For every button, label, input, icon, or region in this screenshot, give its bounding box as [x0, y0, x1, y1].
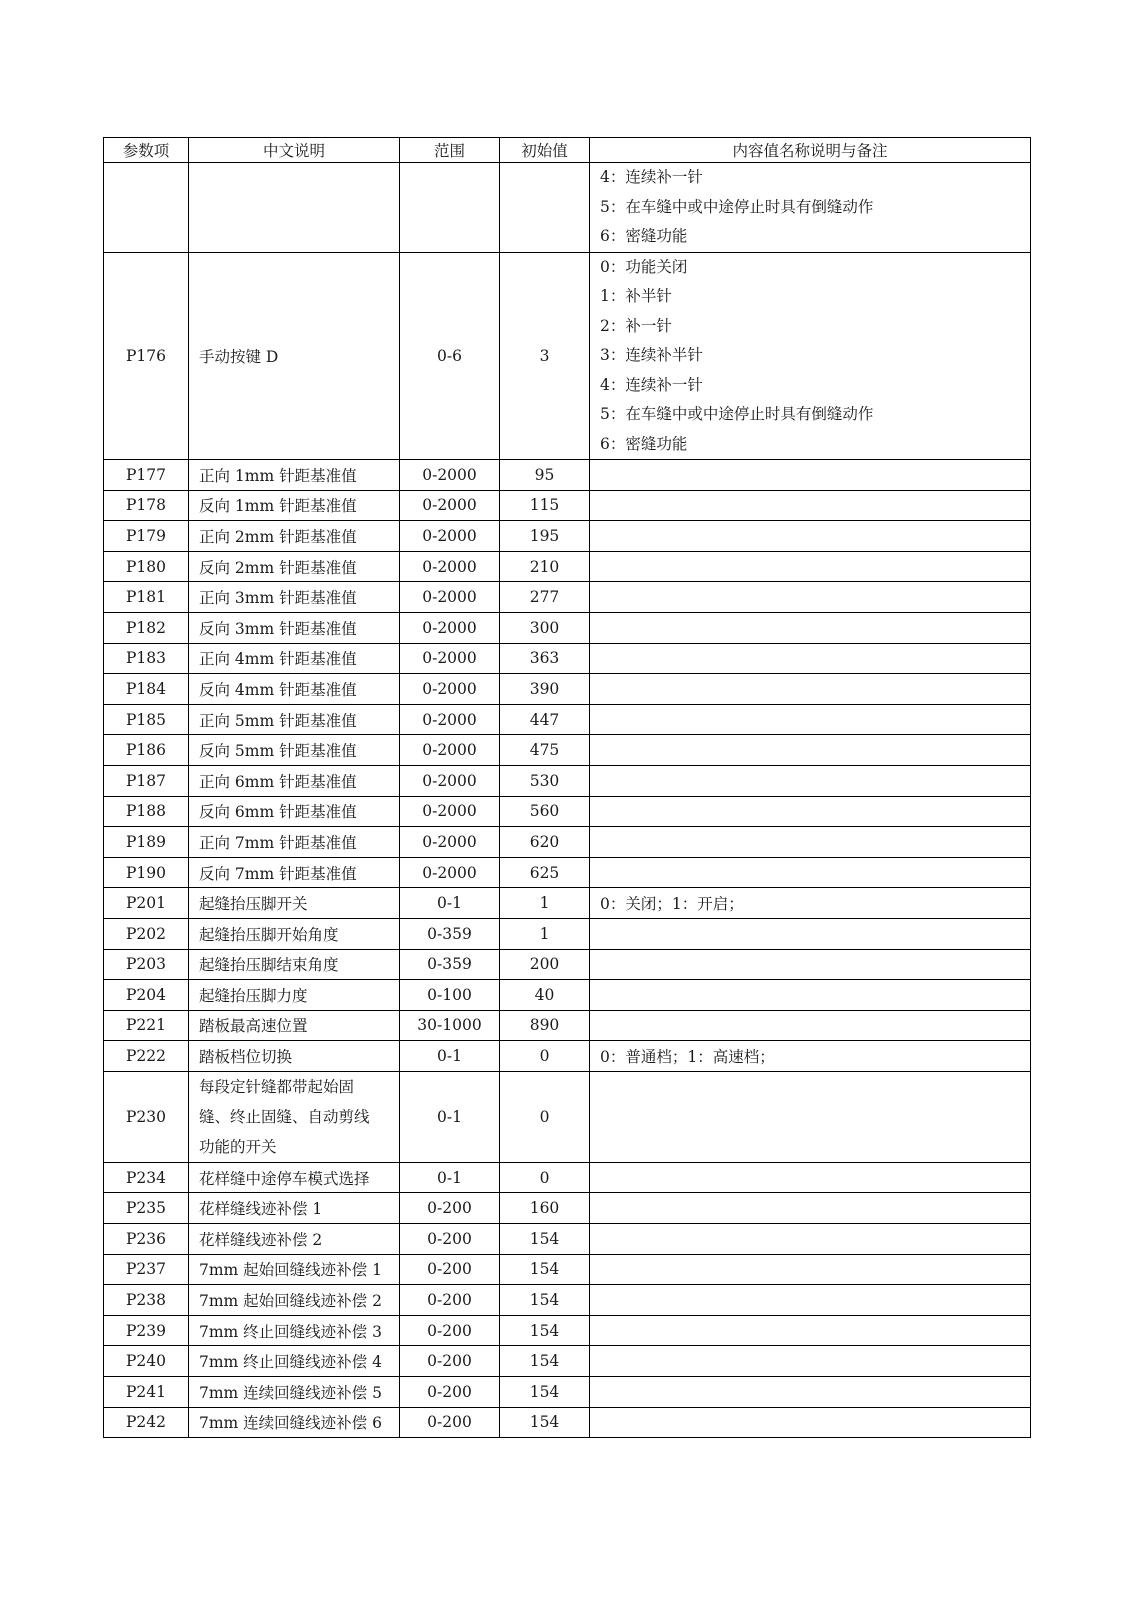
param-cell: P242 — [104, 1407, 189, 1438]
notes-cell — [590, 918, 1031, 949]
range-cell: 0-200 — [400, 1377, 500, 1408]
table-row-p230 — [104, 1071, 1031, 1162]
default-cell: 390 — [500, 674, 590, 705]
desc-cell: 花样缝中途停车模式选择 — [189, 1162, 400, 1193]
range-cell: 0-1 — [400, 1071, 500, 1162]
default-cell: 530 — [500, 765, 590, 796]
range-cell: 0-200 — [400, 1193, 500, 1224]
desc-cell: 反向 6mm 针距基准值 — [189, 796, 400, 827]
table-row — [104, 1285, 1031, 1316]
default-cell — [500, 163, 590, 253]
notes-cell — [590, 521, 1031, 552]
default-cell: 447 — [500, 704, 590, 735]
range-cell: 0-2000 — [400, 582, 500, 613]
param-cell: P186 — [104, 735, 189, 766]
param-cell: P182 — [104, 612, 189, 643]
param-cell: P189 — [104, 827, 189, 858]
table-row — [104, 1407, 1031, 1438]
default-cell: 620 — [500, 827, 590, 858]
param-cell: P203 — [104, 949, 189, 980]
param-cell: P238 — [104, 1285, 189, 1316]
range-cell: 0-2000 — [400, 490, 500, 521]
notes-cell — [590, 1407, 1031, 1438]
range-cell: 0-200 — [400, 1315, 500, 1346]
range-cell: 0-359 — [400, 918, 500, 949]
table-row — [104, 980, 1031, 1011]
default-cell: 277 — [500, 582, 590, 613]
desc-cell: 反向 2mm 针距基准值 — [189, 551, 400, 582]
default-cell: 154 — [500, 1346, 590, 1377]
range-cell: 30-1000 — [400, 1010, 500, 1041]
note-line: 0：功能关闭 — [600, 257, 688, 276]
range-cell: 0-2000 — [400, 460, 500, 491]
range-cell: 0-200 — [400, 1224, 500, 1255]
notes-cell — [590, 1162, 1031, 1193]
note-line: 5：在车缝中或中途停止时具有倒缝动作 — [600, 405, 874, 423]
table-row — [104, 1041, 1031, 1072]
param-cell: P177 — [104, 460, 189, 491]
default-cell: 95 — [500, 460, 590, 491]
range-cell: 0-2000 — [400, 857, 500, 888]
notes-cell — [590, 490, 1031, 521]
table-row — [104, 643, 1031, 674]
range-cell: 0-2000 — [400, 674, 500, 705]
param-cell: P241 — [104, 1377, 189, 1408]
default-cell: 154 — [500, 1224, 590, 1255]
notes-cell — [590, 551, 1031, 582]
notes-cell — [590, 980, 1031, 1011]
note-line: 6：密缝功能 — [600, 434, 688, 453]
param-cell: P230 — [104, 1071, 189, 1162]
range-cell: 0-200 — [400, 1407, 500, 1438]
param-cell: P178 — [104, 490, 189, 521]
default-cell: 625 — [500, 857, 590, 888]
param-cell: P234 — [104, 1162, 189, 1193]
desc-cell: 正向 4mm 针距基准值 — [189, 643, 400, 674]
table-row — [104, 1315, 1031, 1346]
header-notes: 内容值名称说明与备注 — [590, 138, 1031, 163]
notes-cell — [590, 796, 1031, 827]
default-cell: 160 — [500, 1193, 590, 1224]
desc-cell: 花样缝线迹补偿 2 — [189, 1224, 400, 1255]
param-cell: P190 — [104, 857, 189, 888]
param-cell: P237 — [104, 1254, 189, 1285]
desc-cell: 踏板档位切换 — [189, 1041, 400, 1072]
table-row — [104, 490, 1031, 521]
notes-cell — [590, 949, 1031, 980]
table-row — [104, 857, 1031, 888]
table-row-p176 — [104, 252, 1031, 460]
desc-cell: 起缝抬压脚开关 — [189, 888, 400, 919]
table-row — [104, 1224, 1031, 1255]
notes-cell — [590, 765, 1031, 796]
desc-cell — [189, 1071, 400, 1162]
desc-cell: 花样缝线迹补偿 1 — [189, 1193, 400, 1224]
range-cell: 0-200 — [400, 1346, 500, 1377]
default-cell: 475 — [500, 735, 590, 766]
default-cell: 0 — [500, 1041, 590, 1072]
header-default: 初始值 — [500, 138, 590, 163]
table-row — [104, 674, 1031, 705]
desc-cell: 反向 4mm 针距基准值 — [189, 674, 400, 705]
notes-cell — [590, 827, 1031, 858]
desc-cell: 起缝抬压脚开始角度 — [189, 918, 400, 949]
default-cell: 3 — [500, 252, 590, 460]
range-cell: 0-2000 — [400, 796, 500, 827]
notes-cell — [590, 1346, 1031, 1377]
desc-cell: 7mm 连续回缝线迹补偿 5 — [189, 1377, 400, 1408]
table-row — [104, 521, 1031, 552]
header-description: 中文说明 — [189, 138, 400, 163]
header-param: 参数项 — [104, 138, 189, 163]
note-line: 2：补一针 — [600, 316, 672, 335]
parameter-table — [103, 137, 1031, 1438]
range-cell: 0-2000 — [400, 704, 500, 735]
notes-cell — [590, 674, 1031, 705]
param-cell: P222 — [104, 1041, 189, 1072]
table-row — [104, 735, 1031, 766]
default-cell: 154 — [500, 1407, 590, 1438]
table-row — [104, 918, 1031, 949]
table-row — [104, 765, 1031, 796]
desc-cell: 踏板最高速位置 — [189, 1010, 400, 1041]
notes-cell — [590, 460, 1031, 491]
table-row — [104, 827, 1031, 858]
table-row — [104, 582, 1031, 613]
default-cell: 363 — [500, 643, 590, 674]
notes-cell — [590, 1010, 1031, 1041]
param-cell: P185 — [104, 704, 189, 735]
param-cell: P235 — [104, 1193, 189, 1224]
default-cell: 154 — [500, 1285, 590, 1316]
desc-cell: 反向 7mm 针距基准值 — [189, 857, 400, 888]
param-cell: P183 — [104, 643, 189, 674]
range-cell: 0-2000 — [400, 735, 500, 766]
desc-cell: 起缝抬压脚力度 — [189, 980, 400, 1011]
param-cell — [104, 163, 189, 253]
notes-cell — [590, 1193, 1031, 1224]
note-line: 3：连续补半针 — [600, 346, 703, 364]
default-cell: 890 — [500, 1010, 590, 1041]
desc-line: 每段定针缝都带起始固 — [199, 1077, 355, 1096]
param-cell: P179 — [104, 521, 189, 552]
notes-cell — [590, 163, 1031, 253]
desc-cell: 7mm 终止回缝线迹补偿 4 — [189, 1346, 400, 1377]
param-cell: P180 — [104, 551, 189, 582]
range-cell: 0-1 — [400, 1041, 500, 1072]
range-cell: 0-200 — [400, 1254, 500, 1285]
default-cell: 115 — [500, 490, 590, 521]
param-cell: P176 — [104, 252, 189, 460]
default-cell: 40 — [500, 980, 590, 1011]
table-row — [104, 796, 1031, 827]
default-cell: 1 — [500, 918, 590, 949]
table-row — [104, 888, 1031, 919]
default-cell: 1 — [500, 888, 590, 919]
desc-cell: 7mm 连续回缝线迹补偿 6 — [189, 1407, 400, 1438]
default-cell: 300 — [500, 612, 590, 643]
default-cell: 0 — [500, 1071, 590, 1162]
notes-cell — [590, 1254, 1031, 1285]
param-cell: P221 — [104, 1010, 189, 1041]
param-cell: P184 — [104, 674, 189, 705]
param-cell: P239 — [104, 1315, 189, 1346]
param-cell: P201 — [104, 888, 189, 919]
default-cell: 154 — [500, 1315, 590, 1346]
desc-cell: 正向 6mm 针距基准值 — [189, 765, 400, 796]
default-cell: 195 — [500, 521, 590, 552]
range-cell: 0-2000 — [400, 521, 500, 552]
notes-cell — [590, 704, 1031, 735]
default-cell: 560 — [500, 796, 590, 827]
table-row — [104, 1254, 1031, 1285]
range-cell: 0-1 — [400, 1162, 500, 1193]
desc-cell: 手动按键 D — [189, 252, 400, 460]
desc-line: 功能的开关 — [199, 1137, 277, 1156]
note-line: 1：补半针 — [600, 287, 672, 305]
desc-cell: 正向 2mm 针距基准值 — [189, 521, 400, 552]
desc-cell: 正向 1mm 针距基准值 — [189, 460, 400, 491]
param-cell: P236 — [104, 1224, 189, 1255]
table-row — [104, 1010, 1031, 1041]
default-cell: 200 — [500, 949, 590, 980]
table-row — [104, 551, 1031, 582]
table-row-continued — [104, 163, 1031, 253]
range-cell: 0-2000 — [400, 612, 500, 643]
range-cell: 0-2000 — [400, 551, 500, 582]
table-row — [104, 704, 1031, 735]
param-cell: P204 — [104, 980, 189, 1011]
notes-cell — [590, 252, 1031, 460]
desc-cell — [189, 163, 400, 253]
param-cell: P187 — [104, 765, 189, 796]
desc-cell: 反向 3mm 针距基准值 — [189, 612, 400, 643]
note-line: 5：在车缝中或中途停止时具有倒缝动作 — [600, 197, 874, 216]
desc-cell: 正向 5mm 针距基准值 — [189, 704, 400, 735]
notes-cell: 0：普通档；1：高速档； — [590, 1041, 1031, 1072]
default-cell: 154 — [500, 1254, 590, 1285]
table-row — [104, 1377, 1031, 1408]
notes-cell — [590, 1224, 1031, 1255]
param-cell: P202 — [104, 918, 189, 949]
notes-cell — [590, 643, 1031, 674]
param-cell: P188 — [104, 796, 189, 827]
desc-cell: 反向 1mm 针距基准值 — [189, 490, 400, 521]
notes-cell — [590, 1377, 1031, 1408]
default-cell: 210 — [500, 551, 590, 582]
note-line: 4：连续补一针 — [600, 375, 703, 394]
notes-cell — [590, 1071, 1031, 1162]
note-line: 4：连续补一针 — [600, 168, 703, 186]
range-cell: 0-1 — [400, 888, 500, 919]
notes-cell: 0：关闭；1：开启； — [590, 888, 1031, 919]
desc-cell: 7mm 起始回缝线迹补偿 1 — [189, 1254, 400, 1285]
range-cell: 0-2000 — [400, 827, 500, 858]
desc-cell: 反向 5mm 针距基准值 — [189, 735, 400, 766]
default-cell: 154 — [500, 1377, 590, 1408]
notes-cell — [590, 1285, 1031, 1316]
notes-cell — [590, 612, 1031, 643]
table-row — [104, 1162, 1031, 1193]
range-cell: 0-2000 — [400, 765, 500, 796]
range-cell: 0-2000 — [400, 643, 500, 674]
notes-cell — [590, 735, 1031, 766]
note-line: 6：密缝功能 — [600, 227, 688, 245]
table-row — [104, 460, 1031, 491]
table-row — [104, 1346, 1031, 1377]
desc-cell: 正向 3mm 针距基准值 — [189, 582, 400, 613]
notes-cell — [590, 857, 1031, 888]
desc-cell: 正向 7mm 针距基准值 — [189, 827, 400, 858]
header-row — [104, 138, 1031, 163]
header-range: 范围 — [400, 138, 500, 163]
desc-cell: 7mm 终止回缝线迹补偿 3 — [189, 1315, 400, 1346]
range-cell — [400, 163, 500, 253]
table-row — [104, 1193, 1031, 1224]
desc-line: 缝、终止固缝、自动剪线 — [199, 1107, 370, 1126]
table-row — [104, 612, 1031, 643]
default-cell: 0 — [500, 1162, 590, 1193]
param-cell: P181 — [104, 582, 189, 613]
range-cell: 0-359 — [400, 949, 500, 980]
notes-cell — [590, 1315, 1031, 1346]
param-cell: P240 — [104, 1346, 189, 1377]
table-row — [104, 949, 1031, 980]
desc-cell: 7mm 起始回缝线迹补偿 2 — [189, 1285, 400, 1316]
desc-cell: 起缝抬压脚结束角度 — [189, 949, 400, 980]
range-cell: 0-200 — [400, 1285, 500, 1316]
notes-cell — [590, 582, 1031, 613]
range-cell: 0-6 — [400, 252, 500, 460]
range-cell: 0-100 — [400, 980, 500, 1011]
